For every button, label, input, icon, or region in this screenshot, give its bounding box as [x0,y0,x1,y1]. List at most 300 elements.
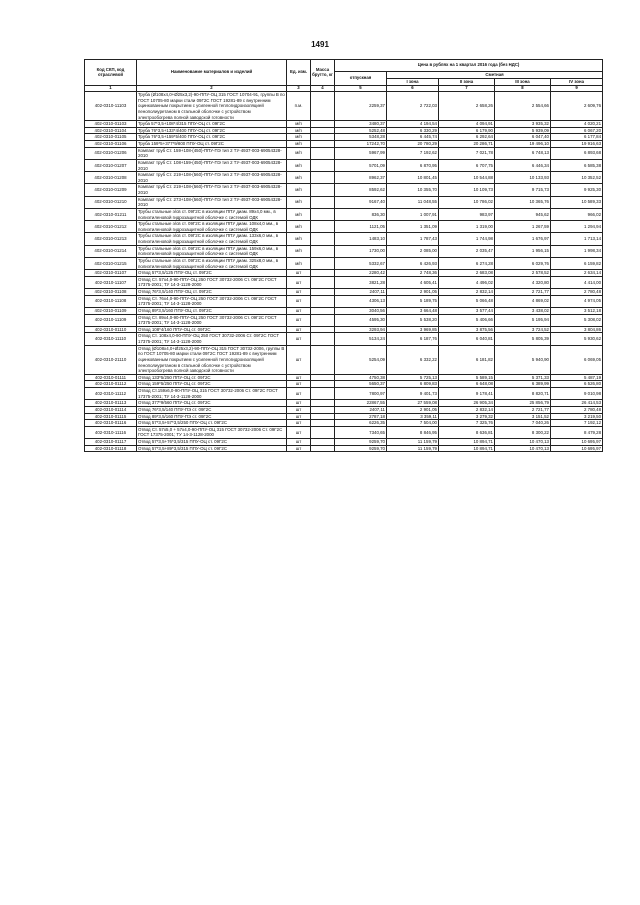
row-code: 402-0310-01105 [85,134,137,141]
table-row [85,426,603,438]
row-zone-2-price: 6 181,82 [439,345,495,374]
row-code: 402-0310-01117 [85,439,137,446]
row-zone-1-price: 4 605,41 [387,276,439,288]
row-mass [311,159,335,171]
header-zone-1: I зона [387,79,439,86]
row-name: Компакт труб Ст. 219+108-(560)-ППУ-ПЭ тип 2 ТУ-4937-003-69054328-2010 [137,184,287,196]
row-mass [311,413,335,420]
header-zone-3: III зона [495,79,551,86]
row-zone-3-price: 10 365,76 [495,196,551,208]
row-zone-2-price: 983,97 [439,208,495,220]
row-unit: м/п [287,121,311,128]
row-unit: шт [287,333,311,345]
row-zone-1-price: 6 445,74 [387,134,439,141]
row-zone-4-price: 3 804,86 [551,326,603,333]
row-zone-3-price: 19 496,10 [495,141,551,148]
row-code: 402-0310-01106 [85,141,137,148]
row-mass [311,439,335,446]
row-mass [311,374,335,381]
row-unit: шт [287,307,311,314]
row-name: Отвод Ст. 76х4,0-90-ППУ-ОЦ 250 ГОСТ 30732-2006 Ст. 09Г2С ГОСТ 17375-2001; ТУ 14-3-1128-2000 [137,295,287,307]
table-row [85,388,603,400]
row-zone-3-price: 8 300,22 [495,426,551,438]
row-release-price: 5134,24 [335,333,387,345]
row-code: 402-0310-01114 [85,406,137,413]
row-zone-3-price: 10 133,93 [495,172,551,184]
row-release-price: 2259,37 [335,92,387,121]
row-zone-3-price: 1 956,15 [495,245,551,257]
row-release-price: 5254,09 [335,345,387,374]
row-zone-2-price: 3 577,44 [439,307,495,314]
row-release-price: 1121,05 [335,221,387,233]
table-row [85,147,603,159]
table-row [85,413,603,420]
row-unit: м/п [287,147,311,159]
row-code: 402-0310-11107 [85,276,137,288]
row-zone-4-price: 6 177,84 [551,134,603,141]
row-release-price: 9167,40 [335,196,387,208]
row-zone-4-price: 3 512,18 [551,307,603,314]
row-zone-1-price: 6 187,76 [387,333,439,345]
row-zone-2-price: 5 406,66 [439,314,495,326]
row-name: Компакт труб Ст. 108+159-(450)-ППУ-ПЭ тип 2 ТУ-4937-003-69054328-2010 [137,159,287,171]
row-unit: шт [287,406,311,413]
row-zone-2-price: 3 279,32 [439,413,495,420]
row-zone-1-price: 7 192,62 [387,147,439,159]
row-release-price: 2787,18 [335,413,387,420]
row-zone-4-price: 6 069,05 [551,345,603,374]
row-release-price: 4306,13 [335,295,387,307]
row-name: Трубы стальные э/св ст. 09Г2С в изоляции ППУ диам. 133х6,0 мм., в полиэтиленовой гидрозащитной оболочке с системой ОДК [137,233,287,245]
column-number: 4 [311,86,335,92]
row-zone-4-price: 8 479,28 [551,426,603,438]
table-row [85,208,603,220]
row-zone-4-price: 5 930,62 [551,333,603,345]
row-unit: шт [287,413,311,420]
row-unit: шт [287,426,311,438]
row-zone-3-price: 1 267,59 [495,221,551,233]
table-row [85,196,603,208]
row-name: Трубы стальные э/св ст. 09Г2С в изоляции ППУ диам. 325х8,0 мм., в полиэтиленовой гидрозащитной оболочке с системой ОДК [137,257,287,269]
row-zone-4-price: 6 067,20 [551,127,603,134]
table-row [85,289,603,296]
header-release: отпускная [335,72,387,86]
row-unit: шт [287,326,311,333]
row-code: 402-0310-11116 [85,426,137,438]
row-code: 402-0310-01207 [85,159,137,171]
row-name: Отвод 57*3,5+89*3,5/315 ППУ-ОЦ ст. 09Г2С [137,445,287,452]
row-release-price: 5252,48 [335,127,387,134]
row-zone-1-price: 3 664,48 [387,307,439,314]
row-zone-2-price: 7 021,78 [439,147,495,159]
row-mass [311,233,335,245]
row-zone-1-price: 6 330,29 [387,127,439,134]
row-mass [311,92,335,121]
page-number: 1491 [311,40,329,49]
column-number: 9 [551,86,603,92]
row-zone-2-price: 2 658,26 [439,92,495,121]
row-name: Компакт труб Ст. 159+108-(450)-ППУ-ПЭ тип 2 ТУ-4937-003-69054328-2010 [137,147,287,159]
row-code: 402-0310-01215 [85,257,137,269]
row-release-price: 4595,30 [335,314,387,326]
row-zone-1-price: 1 351,09 [387,221,439,233]
row-unit: м/п [287,172,311,184]
row-name: Отвод 89*3,5/160 ППУ-ОЦ ст. 09Г2С [137,307,287,314]
row-zone-1-price: 27 559,08 [387,400,439,407]
table-row [85,172,603,184]
row-code: 402-0310-01103 [85,121,137,128]
row-zone-2-price: 5 066,48 [439,295,495,307]
row-release-price: 3040,56 [335,307,387,314]
row-unit: шт [287,270,311,277]
row-zone-3-price: 3 724,52 [495,326,551,333]
row-release-price: 1730,00 [335,245,387,257]
row-unit: шт [287,374,311,381]
row-name: Труба 76*3,5+133*4/400 ППУ-ОЦ ст. 09Г2С [137,127,287,134]
row-zone-1-price: 5 538,20 [387,314,439,326]
row-release-price: 5332,67 [335,257,387,269]
row-code: 402-0310-01110 [85,326,137,333]
row-zone-4-price: 966,02 [551,208,603,220]
column-number: 3 [287,86,311,92]
table-row [85,307,603,314]
row-zone-4-price: 10 695,97 [551,445,603,452]
row-zone-1-price: 1 007,91 [387,208,439,220]
row-zone-2-price: 4 094,91 [439,121,495,128]
row-zone-3-price: 5 195,94 [495,314,551,326]
row-zone-1-price: 6 809,83 [387,381,439,388]
row-release-price: 5650,37 [335,381,387,388]
row-name: Трубы стальные э/св ст. 09Г2С в изоляции ППУ диам. 108х4,0 мм., в полиэтиленовой гидрозащитной оболочке с системой ОДК [137,221,287,233]
row-name: Отвод Ст. 57х5,0 + 57х4,0-90-ППУ-ОЦ 315 ГОСТ 30732-2006 Ст. 09Г2С ГОСТ 17375-2001; ТУ 14-3-1128-2000 [137,426,287,438]
table-row [85,221,603,233]
table-row [85,345,603,374]
row-zone-4-price: 3 219,50 [551,413,603,420]
row-zone-4-price: 6 526,80 [551,381,603,388]
row-unit: шт [287,345,311,374]
row-zone-2-price: 26 905,34 [439,400,495,407]
row-unit: шт [287,439,311,446]
row-release-price: 2280,42 [335,270,387,277]
table-row [85,121,603,128]
row-zone-2-price: 6 179,90 [439,127,495,134]
row-name: Отвод 89*3,5/160 ППУ-ПЭ ст. 09Г2С [137,413,287,420]
row-zone-1-price: 2 901,05 [387,289,439,296]
row-unit: шт [287,314,311,326]
table-row [85,439,603,446]
table-row [85,295,603,307]
row-release-price: 2407,11 [335,406,387,413]
row-zone-3-price: 6 047,40 [495,134,551,141]
row-name: Отвод (Ø108х4,0+Ø25х3,2)-90-ППУ-ОЦ 315 ГОСТ 30732-2006, группы В по ГОСТ 10705-80 марки стали 09Г2С ГОСТ 19281-89 с внутренним оцинкованным покрытием с усиленной теплогидроизоляцией пенополиуретаном в стальной оболочке с устройством электрообогрева полной заводской готовности [137,345,287,374]
row-mass [311,388,335,400]
row-zone-1-price: 2 901,05 [387,406,439,413]
row-zone-4-price: 10 589,33 [551,196,603,208]
row-code: 402-0310-01118 [85,445,137,452]
row-name: Труба 76*3,5+159*5/400 ППУ-ОЦ ст. 09Г2С [137,134,287,141]
row-code: 402-0310-01210 [85,196,137,208]
row-unit: м/п [287,159,311,171]
row-zone-3-price: 2 578,52 [495,270,551,277]
header-mass: Масса брутто, кг [311,60,335,86]
row-unit: м/п [287,141,311,148]
table-row [85,326,603,333]
row-name: Труба 159*5+377*9/800 ППУ-ОЦ ст. 09Г2С [137,141,287,148]
row-code: 402-0310-01214 [85,245,137,257]
table-row [85,276,603,288]
row-unit: шт [287,289,311,296]
table-row [85,159,603,171]
row-mass [311,345,335,374]
row-zone-4-price: 1 294,94 [551,221,603,233]
column-number: 6 [387,86,439,92]
row-zone-1-price: 6 332,22 [387,345,439,374]
row-code: 402-0310-11110 [85,333,137,345]
row-release-price: 8592,62 [335,184,387,196]
row-name: Отвод Ст.159х6,0-90-ППУ-ОЦ 315 ГОСТ 30732-2006 Ст. 09Г2С ГОСТ 17375-2001; ТУ 14-3-1128-2000 [137,388,287,400]
row-release-price: 7800,97 [335,388,387,400]
row-zone-1-price: 7 504,00 [387,420,439,427]
row-zone-1-price: 2 722,03 [387,92,439,121]
row-name: Отвод 76*3,5/140 ППУ-ПЭ ст. 09Г2С [137,406,287,413]
row-zone-3-price: 6 029,76 [495,257,551,269]
row-mass [311,426,335,438]
table-row [85,245,603,257]
row-zone-4-price: 4 414,00 [551,276,603,288]
header-code: Код СКП, код отраслевой [85,60,137,86]
row-release-price: 6226,35 [335,420,387,427]
row-release-price: 3480,37 [335,121,387,128]
row-mass [311,196,335,208]
header-price: Цена в рублях на 1 квартал 2016 года (без НДС) [335,60,603,72]
row-mass [311,276,335,288]
row-code: 402-0310-01104 [85,127,137,134]
table-row [85,92,603,121]
row-mass [311,400,335,407]
row-name: Труба (Ø108х4,0+Ø25х3,2)-90-ППУ-ОЦ 315 ГОСТ 10704-91, группы В по ГОСТ 10705-80 марки стали 09Г2С ГОСТ 19281-89 с внутренним оцинкованным покрытием с усиленной теплогидроизоляцией пенополиуретаном в стальной оболочке с устройством электрообогрева полной заводской готовности [138,92,285,120]
row-mass [311,295,335,307]
row-unit: шт [287,445,311,452]
row-release-price: 836,30 [335,208,387,220]
row-mass [311,172,335,184]
header-estimate: Сметная [387,72,603,79]
row-mass [311,134,335,141]
row-code: 402-0310-01109 [85,307,137,314]
row-zone-1-price: 1 787,43 [387,233,439,245]
row-code: 402-0310-11108 [85,295,137,307]
row-zone-3-price: 10 470,13 [495,445,551,452]
row-zone-1-price: 5 189,75 [387,295,439,307]
header-unit: Ед. изм. [287,60,311,86]
row-mass [311,257,335,269]
row-zone-1-price: 10 355,70 [387,184,439,196]
row-name: Отвод Ст. 57х4,0-90-ППУ-ОЦ 250 ГОСТ 30732-2006 Ст. 09Г2С ГОСТ 17375-2001; ТУ 14-3-1128-2000 [137,276,287,288]
row-zone-4-price: 5 487,19 [551,374,603,381]
row-mass [311,208,335,220]
row-mass [311,333,335,345]
row-release-price: 9259,70 [335,445,387,452]
row-zone-2-price: 10 109,73 [439,184,495,196]
row-code: 402-0310-01111 [85,374,137,381]
row-zone-3-price: 5 939,09 [495,127,551,134]
row-code: 402-0310-01208 [85,172,137,184]
row-unit: шт [287,400,311,407]
row-mass [311,289,335,296]
row-name: Отвод 76*3,5/140 ППУ-ОЦ ст. 09Г2С [137,289,287,296]
row-zone-3-price: 1 676,97 [495,233,551,245]
row-name: Трубы стальные э/св ст. 09Г2С в изоляции ППУ диам. 89х4,0 мм., в полиэтиленовой гидрозащитной оболочке с системой ОДК [137,208,287,220]
row-zone-2-price: 20 286,71 [439,141,495,148]
row-zone-4-price: 1 713,14 [551,233,603,245]
row-unit: шт [287,388,311,400]
row-zone-3-price: 9 715,73 [495,184,551,196]
header-zone-4: IV зона [551,79,603,86]
row-zone-1-price: 3 359,11 [387,413,439,420]
row-mass [311,270,335,277]
row-unit: м/п [287,208,311,220]
table-row [85,257,603,269]
row-zone-3-price: 5 805,39 [495,333,551,345]
row-zone-4-price: 2 780,48 [551,289,603,296]
table-row [85,333,603,345]
row-zone-4-price: 4 020,21 [551,121,603,128]
row-mass [311,420,335,427]
row-zone-3-price: 3 151,52 [495,413,551,420]
row-zone-1-price: 5 725,13 [387,374,439,381]
row-zone-1-price: 6 426,93 [387,257,439,269]
row-code: 402-0310-01211 [85,208,137,220]
row-name: Отвод 133*5/250 ППУ-ОЦ ст. 09Г2С [137,374,287,381]
row-zone-1-price: 9 401,73 [387,388,439,400]
row-mass [311,314,335,326]
row-zone-3-price: 10 470,13 [495,439,551,446]
row-zone-2-price: 6 040,81 [439,333,495,345]
row-code: 402-0310-01113 [85,400,137,407]
row-zone-2-price: 4 496,02 [439,276,495,288]
row-zone-2-price: 1 319,00 [439,221,495,233]
row-mass [311,147,335,159]
row-zone-4-price: 2 780,48 [551,406,603,413]
row-mass [311,381,335,388]
row-zone-1-price: 20 780,29 [387,141,439,148]
table-row [85,184,603,196]
row-zone-3-price: 2 721,77 [495,289,551,296]
row-zone-4-price: 19 916,63 [551,141,603,148]
table-row [85,314,603,326]
row-zone-4-price: 26 414,53 [551,400,603,407]
row-zone-4-price: 1 998,34 [551,245,603,257]
column-number: 5 [335,86,387,92]
row-code: 402-0310-01206 [85,147,137,159]
row-name: Отвод 377*9/560 ППУ-ОЦ ст. 09Г2С [137,400,287,407]
row-name: Компакт труб Ст. 219+108-(560)-ППУ-ПЭ тип 2 ТУ-4937-003-69054328-2010 [137,172,287,184]
header-zone-2: II зона [439,79,495,86]
row-name: Отвод Ст. 89х4,0-90-ППУ-ОЦ 250 ГОСТ 30732-2006 Ст. 09Г2С ГОСТ 17375-2001; ТУ 14-3-1128-2000 [137,314,287,326]
row-zone-2-price: 1 744,98 [439,233,495,245]
row-release-price: 2407,11 [335,289,387,296]
table-row [85,141,603,148]
row-zone-2-price: 10 544,88 [439,172,495,184]
row-release-price: 7340,65 [335,426,387,438]
row-zone-2-price: 8 636,81 [439,426,495,438]
row-zone-3-price: 945,62 [495,208,551,220]
row-unit: м/п [287,127,311,134]
row-zone-1-price: 11 048,55 [387,196,439,208]
row-zone-3-price: 5 940,90 [495,345,551,374]
column-number: 2 [137,86,287,92]
row-zone-3-price: 25 856,79 [495,400,551,407]
row-zone-2-price: 10 786,02 [439,196,495,208]
row-zone-2-price: 7 325,76 [439,420,495,427]
row-zone-4-price: 9 925,30 [551,184,603,196]
table-row [85,406,603,413]
row-zone-4-price: 10 352,52 [551,172,603,184]
row-release-price: 8962,37 [335,172,387,184]
row-mass [311,245,335,257]
row-release-price: 5348,28 [335,134,387,141]
row-mass [311,307,335,314]
row-zone-3-price: 6 389,99 [495,381,551,388]
table-row [85,420,603,427]
row-mass [311,184,335,196]
row-unit: шт [287,295,311,307]
row-name: Трубы стальные э/св ст. 09Г2С в изоляции ППУ диам. 159х6,0 мм., в полиэтиленовой гидрозащитной оболочке с системой ОДК [137,245,287,257]
row-zone-3-price: 3 935,32 [495,121,551,128]
row-zone-2-price: 6 648,08 [439,381,495,388]
row-zone-3-price: 6 748,13 [495,147,551,159]
row-zone-2-price: 10 894,71 [439,439,495,446]
column-number: 1 [85,86,137,92]
row-release-price: 5967,99 [335,147,387,159]
row-unit: м/п [287,245,311,257]
row-release-price: 3293,94 [335,326,387,333]
row-zone-3-price: 2 554,66 [495,92,551,121]
table-row [85,400,603,407]
row-code: 402-0310-01115 [85,413,137,420]
row-zone-2-price: 2 035,47 [439,245,495,257]
row-zone-2-price: 5 589,15 [439,374,495,381]
row-mass [311,221,335,233]
row-unit: шт [287,276,311,288]
row-code: 402-0310-01209 [85,184,137,196]
row-zone-3-price: 2 721,77 [495,406,551,413]
table-row [85,381,603,388]
row-zone-2-price: 6 707,75 [439,159,495,171]
row-code: 402-0310-01108 [85,289,137,296]
row-zone-2-price: 2 683,08 [439,270,495,277]
row-zone-1-price: 6 870,95 [387,159,439,171]
row-name: Отвод 108*4/160 ППУ-ОЦ ст. 09Г2С [137,326,287,333]
column-number: 7 [439,86,495,92]
row-unit: м/п [287,196,311,208]
row-code: 402-0310-01212 [85,221,137,233]
row-zone-3-price: 3 438,02 [495,307,551,314]
table-body [85,92,603,452]
table-row [85,127,603,134]
row-name: Отвод Ст. 108х4,0-90-ППУ-ОЦ 250 ГОСТ 30732-2006 Ст. 09Г2С ГОСТ 17375-2001; ТУ 14-3-1128-2000 [137,333,287,345]
row-zone-2-price: 10 894,71 [439,445,495,452]
row-code: 402-0310-01213 [85,233,137,245]
row-release-price: 4750,38 [335,374,387,381]
row-release-price: 17242,70 [335,141,387,148]
row-zone-4-price: 5 308,02 [551,314,603,326]
row-zone-1-price: 11 159,79 [387,439,439,446]
row-zone-3-price: 7 040,26 [495,420,551,427]
row-unit: шт [287,381,311,388]
row-code: 402-0310-21110 [85,345,137,374]
row-zone-4-price: 6 159,82 [551,257,603,269]
row-zone-1-price: 4 194,54 [387,121,439,128]
